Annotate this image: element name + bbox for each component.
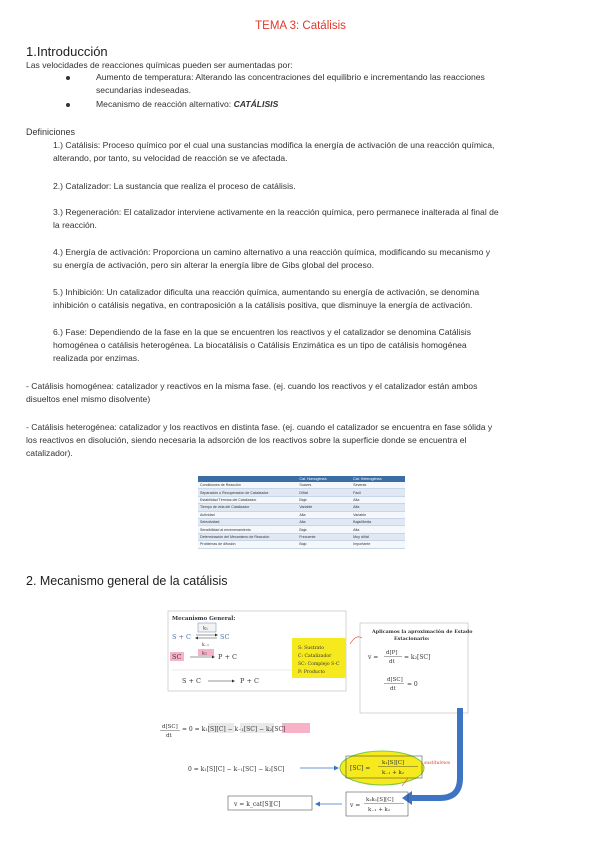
def-line: su energía de activación, pero sin alterar la energía libre de Gibs global del proceso.: [53, 260, 375, 270]
intro-text: Las velocidades de reacciones químicas pueden ser aumentadas por:: [26, 60, 293, 70]
v-final-den: k₋₁ + k₂: [368, 807, 391, 813]
blue-arrowhead: [402, 791, 412, 805]
v-cat-eq: v = k_cat[S][C]: [234, 801, 281, 808]
table-cell: Baja: [297, 496, 351, 503]
global-arrowhead: [232, 680, 235, 683]
eq1-right: SC: [220, 633, 230, 641]
table-cell: Selectividad: [198, 518, 297, 525]
homogeneous-line: disueltos enel mismo disolvente): [26, 394, 151, 404]
table-cell: Alta: [297, 511, 351, 518]
blue-arrow: [410, 708, 460, 798]
eq1-left: S + C: [172, 633, 192, 641]
mid-equation: 0 = k₁[S][C] − k₋₁[SC] − k₂[SC]: [188, 766, 285, 773]
bullet-temperature-cont: secundarias indeseadas.: [96, 85, 192, 95]
table-cell: Baja/Media: [351, 518, 405, 525]
km1-label: k₋₁: [202, 643, 209, 648]
legend-item: P: Producto: [298, 670, 326, 675]
legend-item: C: Catalizador: [298, 654, 332, 659]
comparison-table: [198, 476, 405, 549]
table-cell: Severas: [351, 482, 405, 489]
eq-v-rhs: = k₂[SC]: [404, 654, 431, 661]
global-left: S + C: [182, 677, 202, 685]
mid-arrowhead: [334, 766, 339, 771]
table-cell: Muy difícil: [351, 533, 405, 540]
table-row: [198, 541, 405, 548]
def-line: 2.) Catalizador: La sustancia que realiza el proceso de catálisis.: [53, 181, 296, 191]
dp-num: d[P]: [386, 650, 398, 656]
table-cell: Suaves: [297, 482, 351, 489]
definitions-heading: Definiciones: [26, 127, 76, 137]
approx-title-2: Estacionario:: [394, 636, 430, 642]
bullet-mechanism-text: Mecanismo de reacción alternativo:: [96, 99, 232, 109]
eq-zero: = 0: [407, 681, 418, 688]
handwritten-note: sustituimos: [424, 761, 451, 766]
table-row: [198, 511, 405, 518]
table-cell: Problemas de difusión: [198, 541, 297, 548]
table-cell: Tiempo de vida del Catalizador: [198, 504, 297, 511]
catalisis-emphasis: CATÁLISIS: [233, 99, 279, 109]
mechanism-figure: [160, 608, 480, 830]
table-cell: Frecuente: [297, 533, 351, 540]
table-cell: Importante: [351, 541, 405, 548]
def-line: 1.) Catálisis: Proceso químico por el cual una sustancias modifica la energía de activación de una reacción química,: [53, 140, 495, 150]
global-right: P + C: [240, 677, 259, 685]
table-cell: Actividad: [198, 511, 297, 518]
sc-den: k₋₁ + k₂: [382, 770, 405, 776]
dsc-num: d[SC]: [387, 677, 403, 683]
k2-label: k₂: [202, 650, 208, 657]
forward-arrowhead: [215, 634, 218, 637]
section-heading-intro: 1.Introducción: [26, 44, 108, 59]
table-row: [198, 533, 405, 540]
dt-den: dt: [166, 733, 172, 739]
def-line: 3.) Regeneración: El catalizador interviene activamente en la reacción química, pero permanece inalterada al final de: [53, 207, 499, 217]
table-row: [198, 482, 405, 489]
bullet-temperature: Aumento de temperatura: Alterando las concentraciones del equilibrio e incrementando las reacciones: [96, 72, 485, 82]
table-cell: Variable: [297, 504, 351, 511]
def-line: 4.) Energía de activación: Proporciona un camino alternativo a una reacción química, modificando su mecanismo y: [53, 247, 491, 257]
big-equation: = 0 = k₁[S][C] − k₋₁[SC] − k₂[SC]: [182, 726, 286, 733]
def-line: realizada por enzimas.: [53, 353, 140, 363]
eq2-left: SC: [172, 653, 182, 661]
legend-item: SC: Complejo S-C: [298, 662, 340, 667]
table-cell: Alta: [351, 496, 405, 503]
sc-eq-lhs: [SC] =: [350, 765, 371, 772]
approx-title: Aplicamos la aproximación de Estado: [372, 629, 473, 635]
table-cell: Condiciones de Reacción: [198, 482, 297, 489]
sc-num: k₁[S][C]: [382, 760, 405, 766]
homogeneous-line: - Catálisis homogénea: catalizador y reactivos en la misma fase. (ej. cuando los reactivos y el catalizador están ambos: [26, 381, 478, 391]
def-line: homogénea o catálisis heterogénea. La biocatálisis o Catálisis Enzimática es un tipo de catálisis homogénea: [53, 340, 467, 350]
v-final-lhs: v =: [350, 802, 361, 809]
k1-label: k₁: [203, 625, 209, 632]
table-cell: Separación u Recuperación de Catalizador: [198, 489, 297, 496]
def-line: alterando, por tanto, su velocidad de reacción se ve afectada.: [53, 153, 288, 163]
bullet-dot: [66, 76, 70, 80]
table-header-cell: Cat. Homogénea: [297, 476, 351, 482]
page-title: TEMA 3: Catálisis: [255, 20, 346, 32]
section-heading-mechanism: 2. Mecanismo general de la catálisis: [26, 574, 228, 588]
backward-arrowhead: [195, 637, 198, 640]
table-cell: Alta: [351, 504, 405, 511]
table-cell: Difícil: [297, 489, 351, 496]
dt-den: dt: [390, 686, 396, 692]
table-row: [198, 489, 405, 496]
v-final-num: k₂k₁[S][C]: [366, 797, 394, 803]
table-row: [198, 496, 405, 503]
def-line: inhibición o catálisis negativa, en contraposición a la catálisis positiva, que disminuye la energía de activación.: [53, 300, 473, 310]
table-row: [198, 526, 405, 533]
heterogeneous-line: catalizador).: [26, 448, 73, 458]
def-line: la reacción.: [53, 220, 97, 230]
table-cell: Variable: [351, 511, 405, 518]
table-cell: Determinación del Mecanismo de Reacción: [198, 533, 297, 540]
table-cell: Bajo: [297, 541, 351, 548]
eq2-right: P + C: [218, 653, 237, 661]
heterogeneous-line: - Catálisis heterogénea: catalizador y los reactivos en distinta fase. (ej. cuando el catalizador se encuentra en fase sólida y: [26, 422, 493, 432]
bullet-mechanism: [96, 98, 278, 111]
def-line: 5.) Inhibición: Un catalizador dificulta una reacción química, aumentando su energía de activación, se denomina: [53, 287, 480, 297]
table-cell: Baja: [297, 526, 351, 533]
table-cell: Sensibilidad al envenenamiento: [198, 526, 297, 533]
term-highlight-pink: [282, 723, 310, 733]
heterogeneous-line: los reactivos en disolución, siendo necesaria la adsorción de los reactivos sobre la superficie donde se encuentra el: [26, 435, 467, 445]
legend-item: S: Sustrato: [298, 646, 325, 651]
table-cell: Alta: [297, 518, 351, 525]
table-row: [198, 504, 405, 511]
dt-den: dt: [389, 659, 395, 665]
table-cell: Fácil: [351, 489, 405, 496]
def-line: 6.) Fase: Dependiendo de la fase en la que se encuentren los reactivos y el catalizador se denomina Catálisis: [53, 327, 471, 337]
mechanism-title: Mecanismo General:: [172, 616, 236, 622]
dsc-num-2: d[SC]: [162, 724, 178, 730]
table-row: [198, 518, 405, 525]
v-label: v =: [368, 654, 379, 661]
final-arrowhead: [315, 802, 320, 807]
bullet-dot: [66, 103, 70, 107]
table-cell: Estabilidad Térmica del Catalizador: [198, 496, 297, 503]
table-cell: Alta: [351, 526, 405, 533]
table-header-cell: Cat. Heterogénea: [351, 476, 405, 482]
